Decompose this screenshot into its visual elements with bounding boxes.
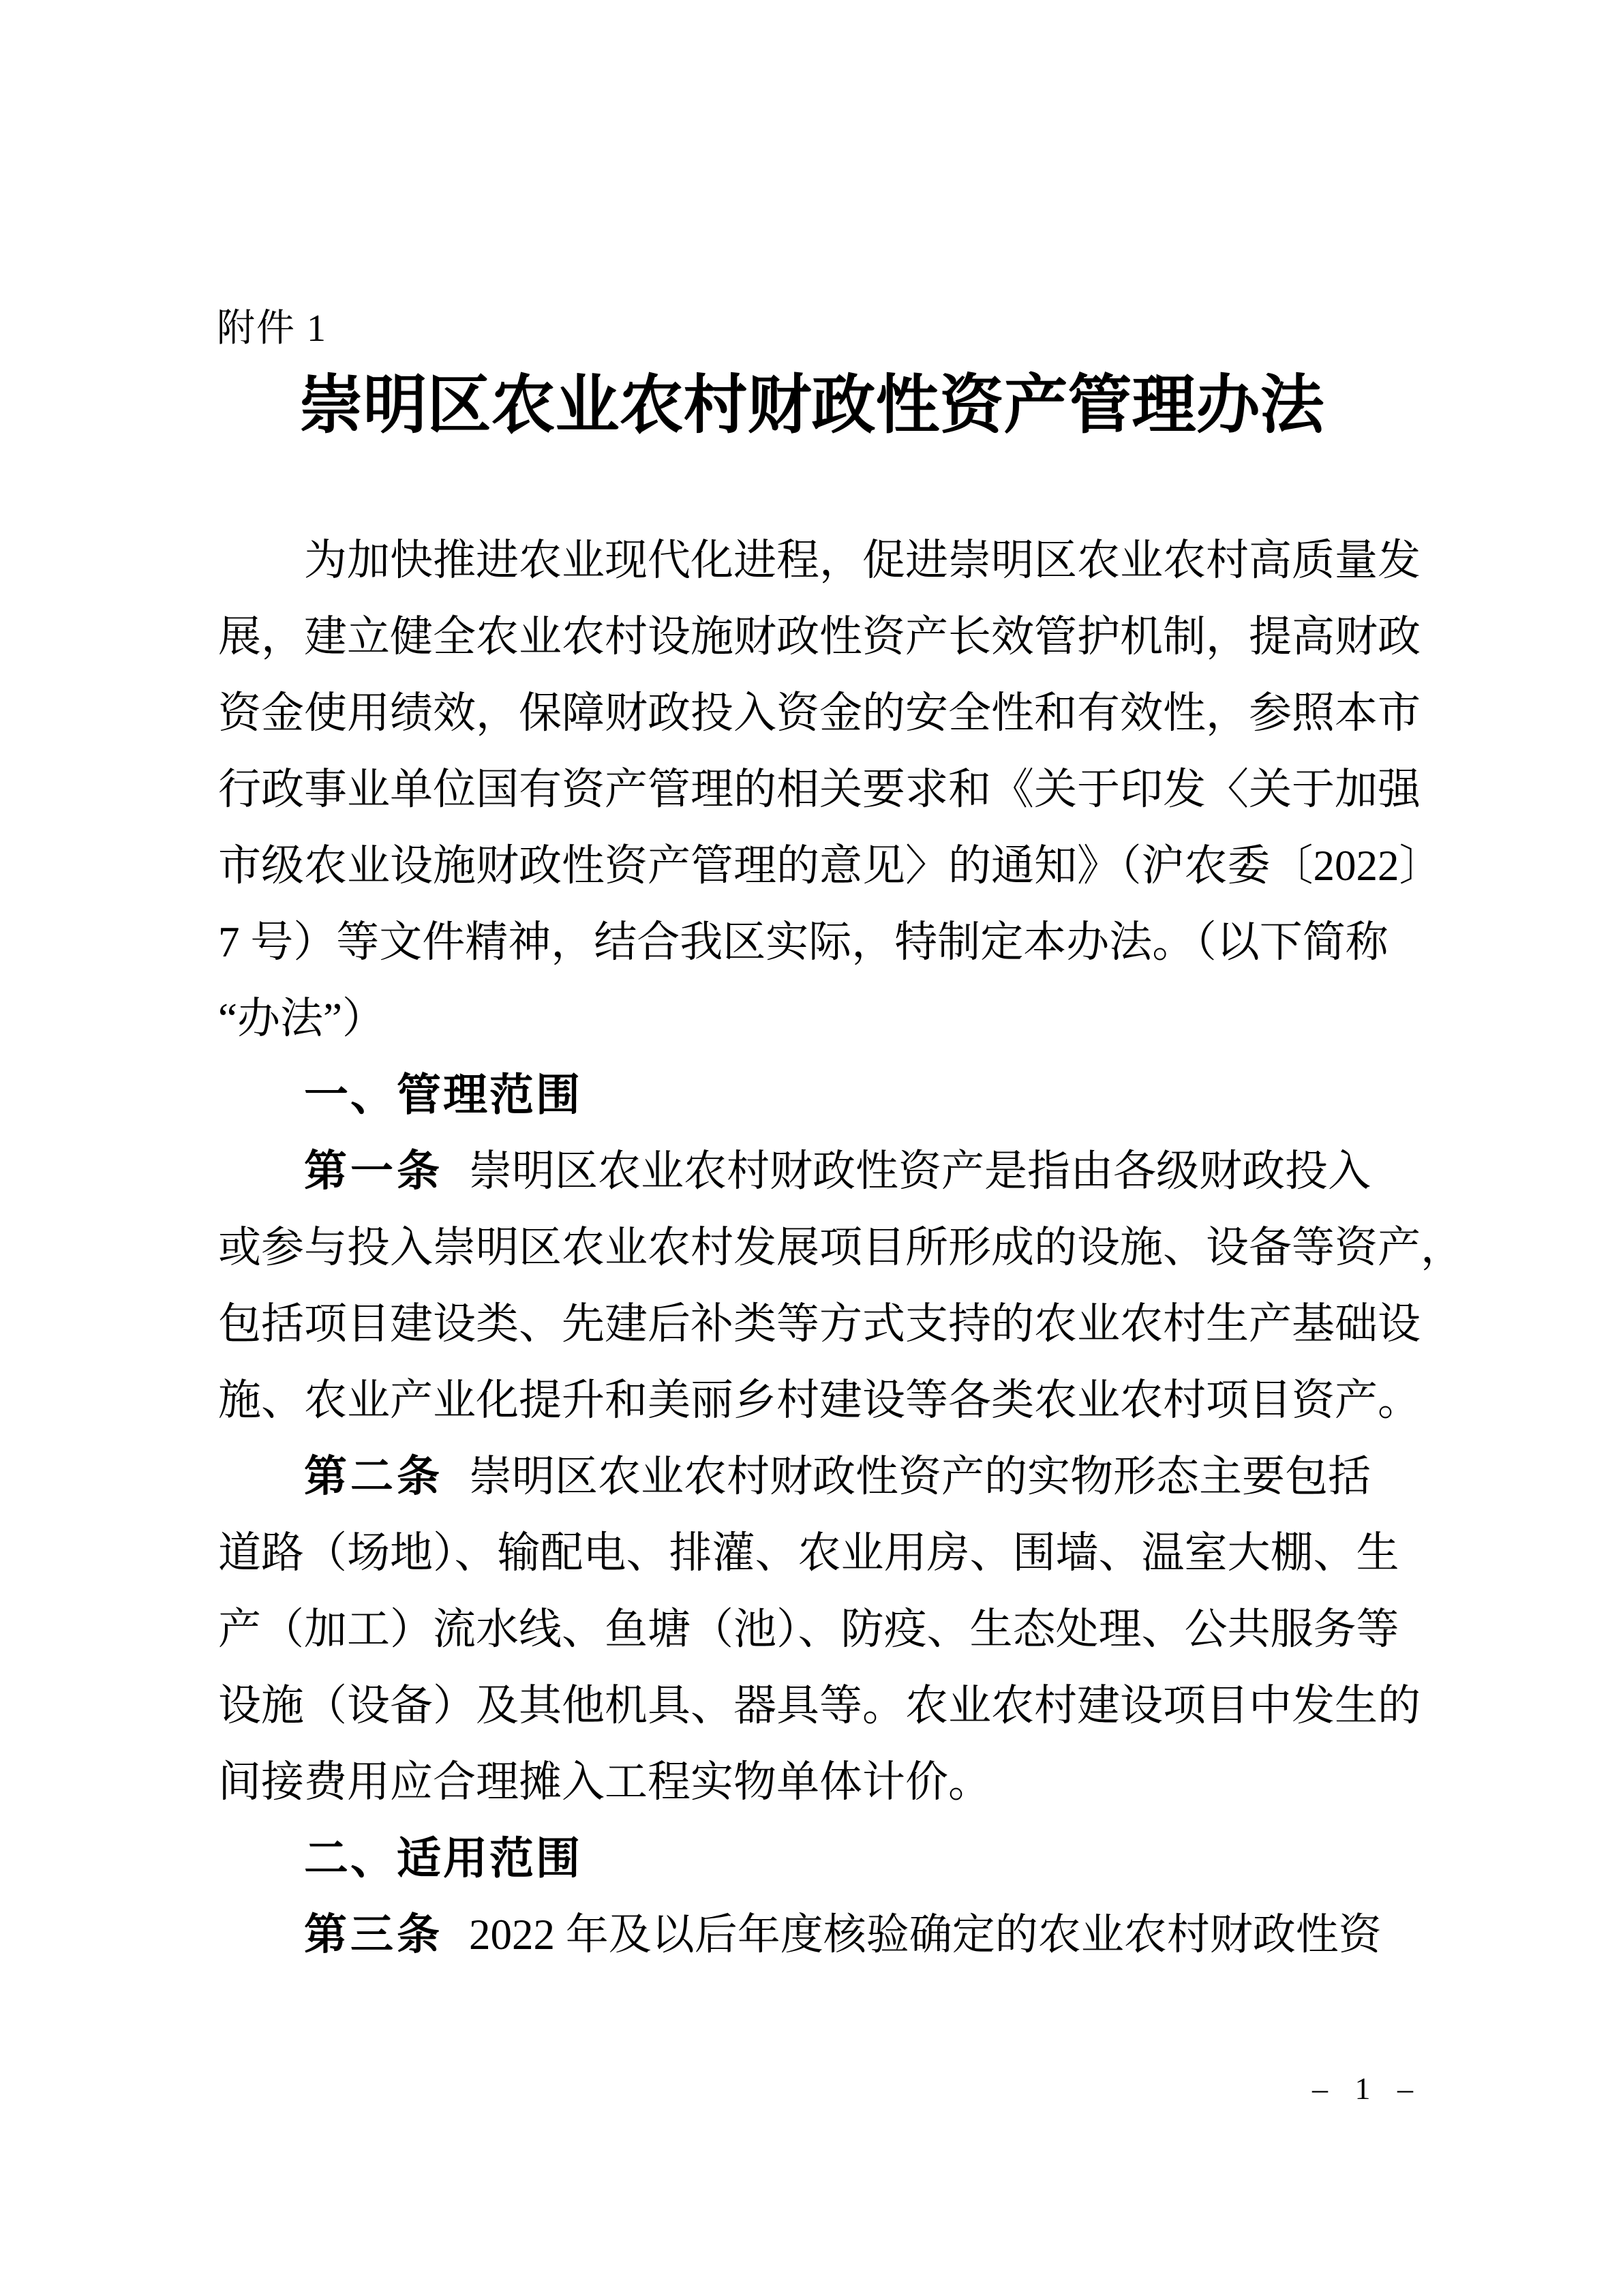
text-line: 设施（设备）及其他机具、器具等。农业农村建设项目中发生的 [218, 1682, 1421, 1729]
section-heading: 一、管理范围 [304, 1070, 583, 1119]
text-line: 为加快推进农业现代化进程，促进崇明区农业农村高质量发 [304, 537, 1421, 584]
article-number: 第三条 [304, 1911, 443, 1959]
text-line [218, 1897, 1425, 1973]
article-number: 第一条 [304, 1147, 443, 1195]
text-line: 资金使用绩效，保障财政投入资金的安全性和有效性，参照本市 [218, 689, 1421, 737]
text-line: 施、农业产业化提升和美丽乡村建设等各类农业农村项目资产。 [218, 1376, 1421, 1424]
text-line: 行政事业单位国有资产管理的相关要求和《关于印发〈关于加强 [218, 766, 1421, 813]
text-line [218, 1438, 1425, 1515]
text-line: 包括项目建设类、先建后补类等方式支持的农业农村生产基础设 [218, 1300, 1421, 1348]
article-number: 第二条 [304, 1453, 443, 1500]
article-text: 崇明区农业农村财政性资产的实物形态主要包括 [469, 1453, 1371, 1500]
text-line: 产（加工）流水线、鱼塘（池）、防疫、生态处理、公共服务等 [218, 1605, 1399, 1653]
text-line: 展，建立健全农业农村设施财政性资产长效管护机制，提高财政 [218, 613, 1421, 661]
text-line: 市级农业设施财政性资产管理的意见〉的通知》（沪农委〔2022〕 [218, 842, 1442, 890]
text-line: 道路（场地）、输配电、排灌、农业用房、围墙、温室大棚、生 [218, 1529, 1399, 1577]
section-heading: 二、适用范围 [304, 1833, 583, 1883]
document-body [218, 522, 1463, 1973]
text-line: 间接费用应合理摊入工程实物单体计价。 [218, 1758, 991, 1806]
text-line: 7 号）等文件精神，结合我区实际，特制定本办法。（以下简称 [218, 918, 1389, 966]
text-line: “办法”） [218, 995, 385, 1042]
attachment-label: 附件 1 [217, 307, 327, 350]
document-title: 崇明区农业农村财政性资产管理办法 [299, 370, 1324, 441]
text-line [218, 1133, 1425, 1209]
text-line: 或参与投入崇明区农业农村发展项目所形成的设施、设备等资产， [218, 1224, 1463, 1271]
article-text: 崇明区农业农村财政性资产是指由各级财政投入 [469, 1147, 1371, 1195]
article-text: 2022 年及以后年度核验确定的农业农村财政性资 [469, 1911, 1382, 1959]
page-number: – 1 – [1312, 2071, 1423, 2106]
